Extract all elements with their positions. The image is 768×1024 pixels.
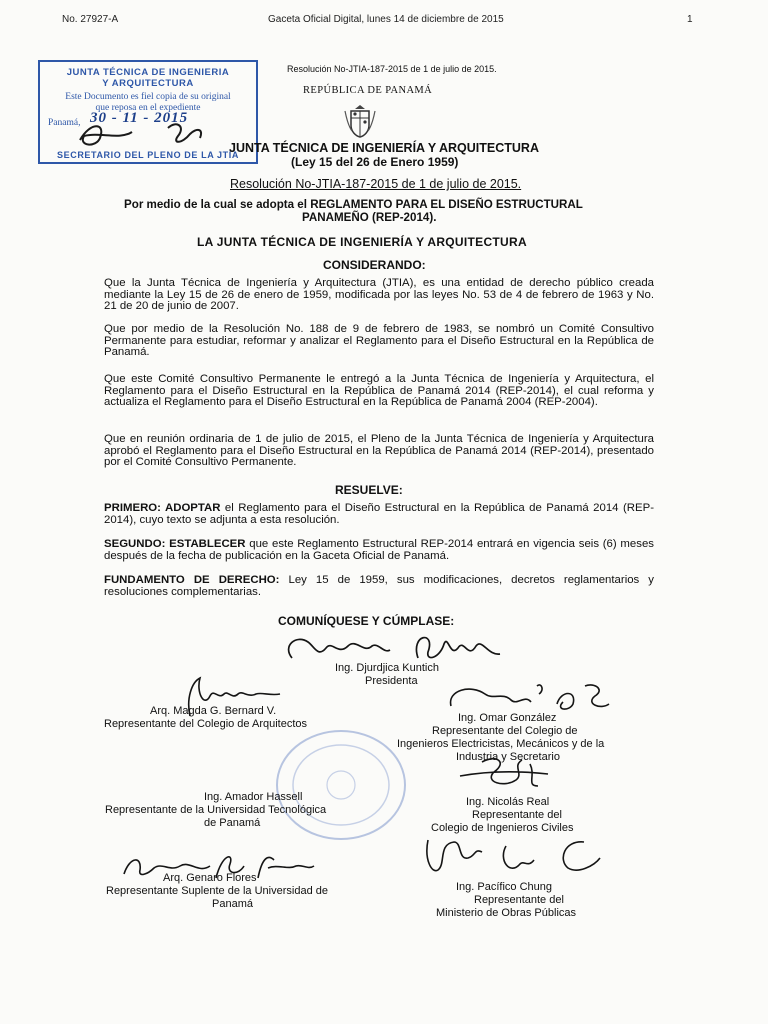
stamp-org [40, 67, 256, 89]
gonzalez-role-2: Ingenieros Electricistas, Mecánicos y de la [397, 738, 605, 750]
stamp-org-line1: JUNTA TÉCNICA DE INGENIERIA [66, 67, 230, 78]
president-role: Presidenta [365, 675, 418, 687]
signature-gonzalez-icon [445, 680, 615, 716]
stamp-copy-line2: que reposa en el expediente [95, 103, 201, 113]
founding-law: (Ley 15 del 26 de Enero 1959) [291, 155, 459, 169]
gonzalez-role-1: Representante del Colegio de [432, 725, 578, 737]
considerando-paragraph-2: Que por medio de la Resolución No. 188 de 9 de febrero de 1983, se nombró un Comité Consultivo Permanente para estudiar, reformar y analizar el Reglamento para el Diseño Estructural en la República de Panamá. [104, 323, 654, 359]
hassell-role-1: Representante de la Universidad Tecnológica [105, 804, 327, 816]
official-seal-icon [266, 725, 416, 845]
bernard-name: Arq. Magda G. Bernard V. [150, 705, 277, 717]
page-number: 1 [687, 14, 693, 25]
republic-label: REPÚBLICA DE PANAMÁ [303, 85, 433, 96]
stamp-copy-line1: Este Documento es fiel copia de su original [65, 92, 231, 102]
stamp-org-line2: Y ARQUITECTURA [102, 78, 194, 89]
board-heading: LA JUNTA TÉCNICA DE INGENIERÍA Y ARQUITECTURA [197, 235, 527, 249]
closing-formula: COMUNÍQUESE Y CÚMPLASE: [278, 614, 455, 628]
stamp-signature-icon [70, 118, 220, 152]
hassell-role-2: de Panamá [204, 817, 261, 829]
bernard-role: Representante del Colegio de Arquitectos [104, 718, 308, 730]
subject-line-2: PANAMEÑO (REP-2014). [302, 211, 437, 224]
fundamento-label: FUNDAMENTO DE DERECHO: [104, 574, 280, 586]
considerando-paragraph-1: Que la Junta Técnica de Ingeniería y Arquitectura (JTIA), es una entidad de derecho público creada mediante la Ley 15 de 26 de enero de 1959, modificada por las leyes No. 53 de 4 de febrero de 1963 y No. 21 de 20 de junio de 2007. [104, 277, 654, 313]
president-name: Ing. Djurdjica Kuntich [335, 662, 439, 674]
considerando-paragraph-3: Que este Comité Consultivo Permanente le entregó a la Junta Técnica de Ingeniería y Arquitectura, el Reglamento para el Diseño Estructural en la República de Panamá 2014 (REP-2014), el cual reforma y actualiza el Reglamento para el Diseño Estructural en la República de Panamá 2004 (REP-2004). [104, 373, 654, 409]
stamp-place: Panamá, [48, 118, 81, 128]
gazette-number: No. 27927-A [62, 14, 119, 25]
real-role-1: Representante del [472, 809, 562, 821]
signature-chung-icon [418, 830, 608, 884]
real-name: Ing. Nicolás Real [466, 796, 550, 808]
subject-line-1: Por medio de la cual se adopta el REGLAMENTO PARA EL DISEÑO ESTRUCTURAL [124, 198, 583, 211]
resolution-title: Resolución No-JTIA-187-2015 de 1 de julio de 2015. [230, 177, 522, 191]
segundo-label: SEGUNDO: ESTABLECER [104, 538, 246, 550]
stamp-date: 30 - 11 - 2015 [90, 110, 189, 126]
article-fundamento [104, 575, 654, 598]
real-role-2: Colegio de Ingenieros Civiles [431, 822, 574, 834]
gazette-title: Gaceta Oficial Digital, lunes 14 de diciembre de 2015 [268, 14, 504, 25]
gonzalez-name: Ing. Omar González [458, 712, 557, 724]
considerando-paragraph-4: Que en reunión ordinaria de 1 de julio de 2015, el Pleno de la Junta Técnica de Ingeniería y Arquitectura aprobó el Reglamento para el Diseño Estructural en la República de Panamá 2014 (REP-2014), presentado por el Comité Consultivo Permanente. [104, 433, 654, 469]
gonzalez-role-3: Industria y Secretario [456, 751, 560, 763]
primero-label: PRIMERO: ADOPTAR [104, 502, 221, 514]
segundo-text: que este Reglamento Estructural REP-2014 entrará en vigencia seis (6) meses después de la fecha de publicación en la Gaceta Oficial de Panamá. [104, 538, 654, 562]
resuelve-heading: RESUELVE: [335, 483, 403, 497]
considerando-heading: CONSIDERANDO: [323, 258, 426, 272]
primero-text: el Reglamento para el Diseño Estructural en la República de Panamá 2014 (REP-2014), cuyo texto se adjunta a esta resolución. [104, 502, 654, 526]
hassell-name: Ing. Amador Hassell [204, 791, 303, 803]
chung-role-1: Representante del [474, 894, 564, 906]
signature-real-icon [452, 752, 572, 794]
flores-name: Arq. Genaro Flores [163, 872, 257, 884]
flores-role-1: Representante Suplente de la Universidad de [106, 885, 328, 897]
top-resolution-ref: Resolución No-JTIA-187-2015 de 1 de julio de 2015. [287, 64, 497, 74]
article-primero [104, 503, 654, 526]
chung-name: Ing. Pacífico Chung [456, 881, 553, 893]
flores-role-2: Panamá [212, 898, 253, 910]
coat-of-arms-icon [343, 103, 377, 139]
stamp-secretary: SECRETARIO DEL PLENO DE LA JTIA [57, 150, 239, 160]
fundamento-text: Ley 15 de 1959, sus modificaciones, decretos reglamentarios y resoluciones complementarias. [104, 574, 654, 598]
issuing-board: JUNTA TÉCNICA DE INGENIERÍA Y ARQUITECTURA [229, 141, 539, 155]
chung-role-2: Ministerio de Obras Públicas [436, 907, 577, 919]
article-segundo [104, 539, 654, 562]
